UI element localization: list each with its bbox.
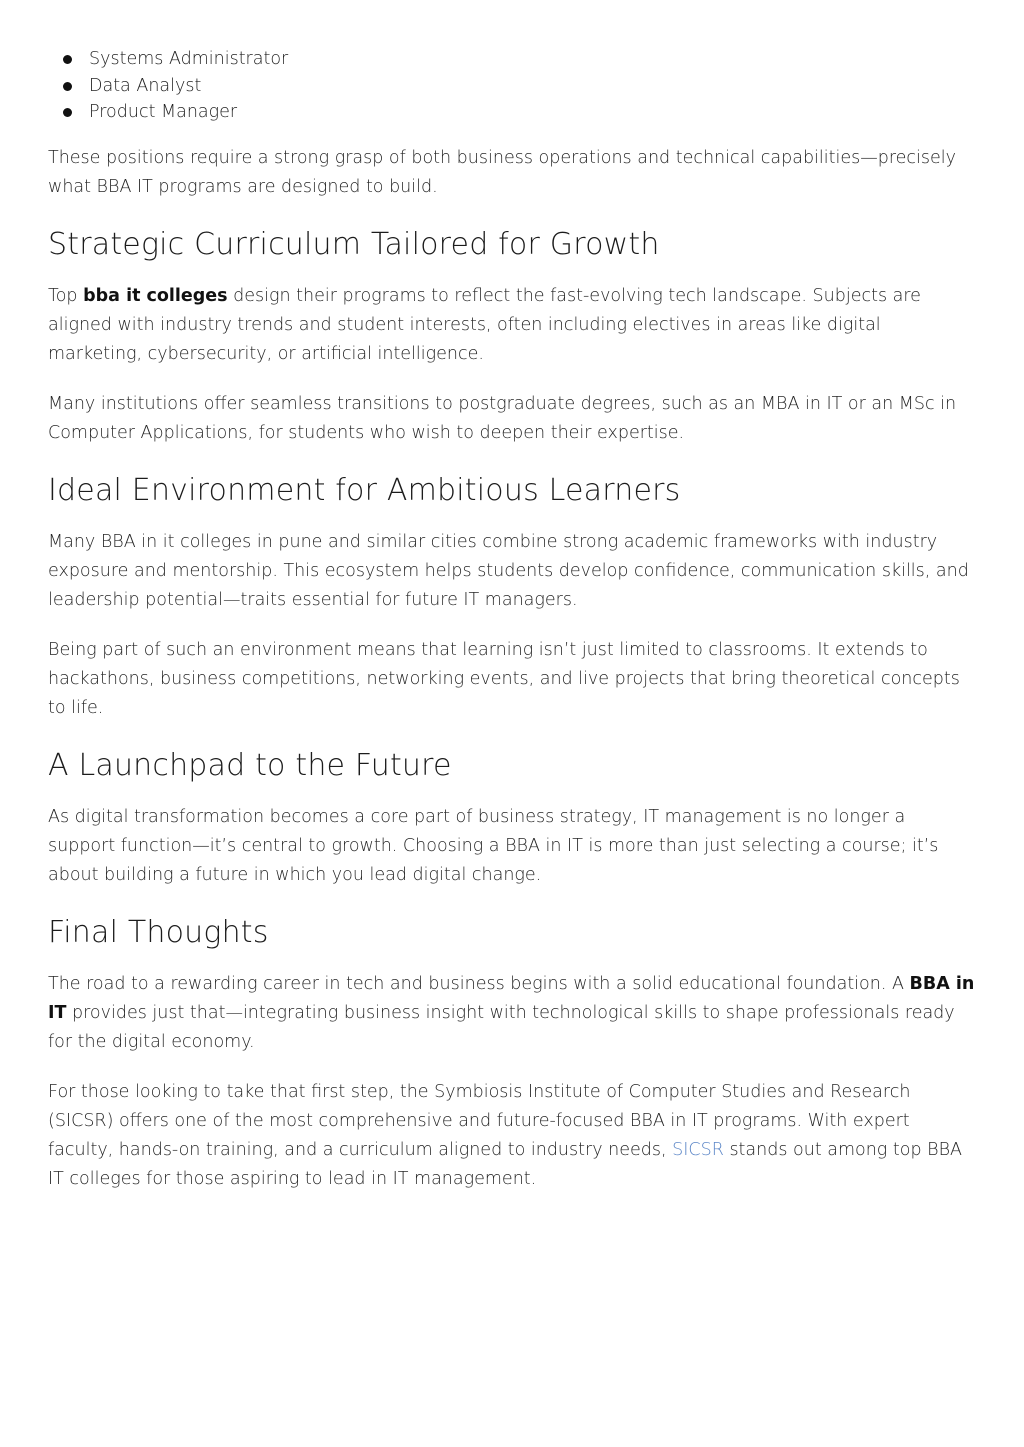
list-item [48, 46, 976, 73]
section-heading-final-thoughts: Final Thoughts [48, 914, 269, 950]
final-paragraph-2 [48, 1078, 976, 1194]
environment-paragraph-2: Being part of such an environment means that learning isn’t just limited to classrooms. It extends to hackathons, business competitions, networking events, and live projects that bring theoretical concepts to life. [48, 639, 960, 718]
bullet-icon [63, 108, 72, 117]
job-roles-list [48, 46, 976, 126]
environment-paragraph-1: Many BBA in it colleges in pune and similar cities combine strong academic frameworks with industry exposure and mentorship. This ecosystem helps students develop confidence, communication skills, and leadership potential—traits essential for future IT managers. [48, 531, 969, 610]
section-heading-curriculum: Strategic Curriculum Tailored for Growth [48, 226, 660, 262]
list-item [48, 99, 976, 126]
text-run: For those looking to take that first step, the Symbiosis Institute of Computer Studies and Research (SICSR) offers one of the most comprehensive and future-focused BBA in IT programs. With expert faculty, hands-on training, and a curriculum aligned to industry needs, [48, 1081, 911, 1160]
text-run: The road to a rewarding career in tech and business begins with a solid educational foundation. A [48, 973, 910, 994]
keyword-bold: BBA in IT [48, 973, 975, 1023]
list-item-label: Systems Administrator [89, 49, 289, 69]
launchpad-paragraph: As digital transformation becomes a core part of business strategy, IT management is no longer a support function—it’s central to growth. Choosing a BBA in IT is more than just selecting a course; it’s about building a future in which you lead digital change. [48, 806, 939, 885]
list-item [48, 73, 976, 100]
section-heading-launchpad: A Launchpad to the Future [48, 747, 452, 783]
bullet-icon [63, 55, 72, 64]
list-item-label: Product Manager [89, 102, 238, 122]
text-run: stands out among top BBA IT colleges for those aspiring to lead in IT management. [48, 1139, 963, 1189]
curriculum-paragraph-2: Many institutions offer seamless transitions to postgraduate degrees, such as an MBA in IT or an MSc in Computer Applications, for students who wish to deepen their expertise. [48, 393, 957, 443]
final-paragraph-1 [48, 970, 976, 1057]
section-heading-environment: Ideal Environment for Ambitious Learners [48, 472, 681, 508]
curriculum-paragraph-1 [48, 282, 976, 369]
list-item-label: Data Analyst [89, 75, 202, 96]
sicsr-link[interactable]: SICSR [672, 1139, 724, 1160]
keyword-bold: bba it colleges [83, 285, 228, 306]
text-run: Top [48, 285, 84, 306]
text-run: design their programs to reflect the fast-evolving tech landscape. Subjects are aligned with industry trends and student interests, often including electives in areas like digital marketing, cybersecurity, or artificial intelligence. [48, 285, 921, 364]
bullet-icon [63, 82, 72, 91]
intro-paragraph: These positions require a strong grasp of both business operations and technical capabilities—precisely what BBA IT programs are designed to build. [48, 147, 957, 197]
text-run: provides just that—integrating business insight with technological skills to shape professionals ready for the digital economy. [48, 1002, 955, 1052]
